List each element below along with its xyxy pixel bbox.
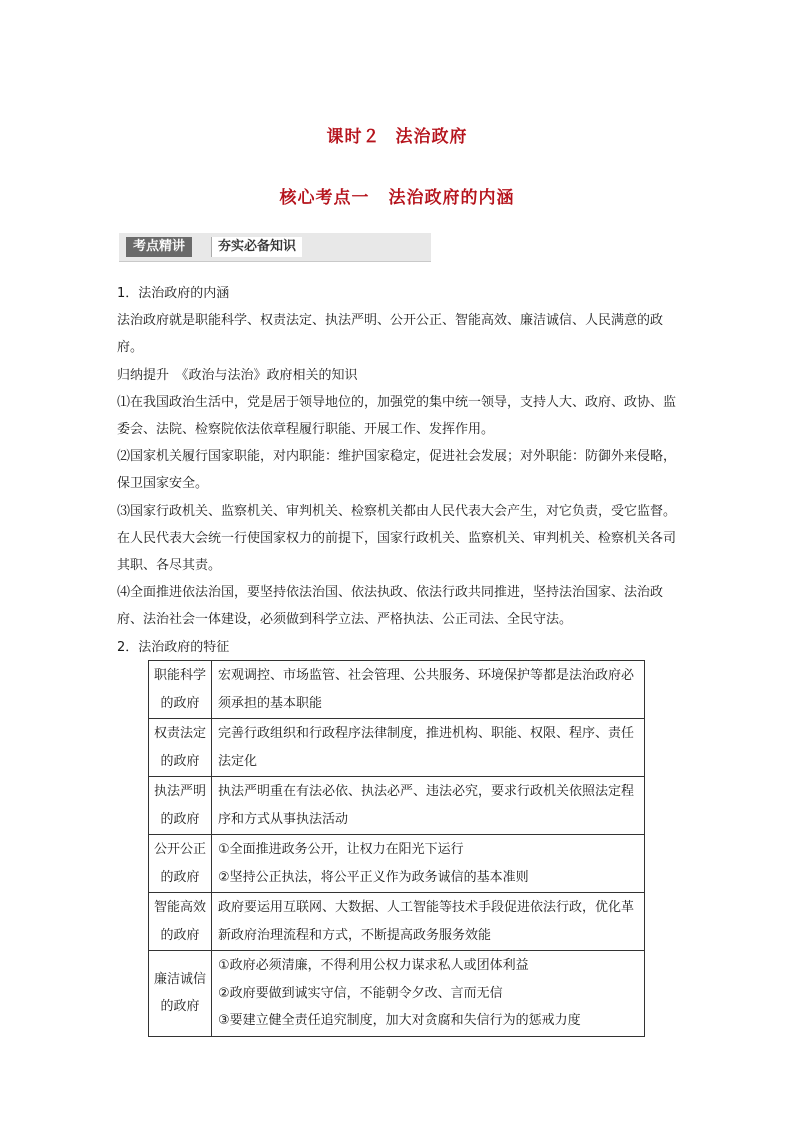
feature-desc-cell: 完善行政组织和行政程序法律制度，推进机构、职能、权限、程序、责任法定化	[212, 719, 645, 777]
features-table	[148, 660, 645, 1037]
lesson-name: 法治政府	[395, 127, 468, 147]
lesson-title	[0, 122, 794, 147]
feature-key-cell: 公开公正 的政府	[149, 835, 212, 893]
banner-tag: 考点精讲	[126, 237, 192, 257]
feature-desc-cell: 执法严明重在有法必依、执法必严、违法必究，要求行政机关依照法定程序和方式从事执法活动	[212, 777, 645, 835]
document-body	[117, 280, 682, 661]
definition-paragraph: 法治政府就是职能科学、权责法定、执法严明、公开公正、智能高效、廉洁诚信、人民满意的政府。	[117, 313, 664, 356]
point-paragraph: ⑶国家行政机关、监察机关、审判机关、检察机关都由人民代表大会产生，对它负责，受它监督。在人民代表大会统一行使国家权力的前提下，国家行政机关、监察机关、审判机关、检察机关各司其职、各尽其责。	[117, 503, 677, 574]
table-row	[149, 893, 645, 951]
core-point-name: 法治政府的内涵	[388, 188, 515, 208]
section-heading: 1．法治政府的内涵	[117, 286, 230, 301]
point-paragraph: ⑵国家机关履行国家职能，对内职能：维护国家稳定，促进社会发展；对外职能：防御外来侵略，保卫国家安全。	[117, 449, 677, 492]
table-row	[149, 777, 645, 835]
lesson-number: 课时２	[326, 127, 381, 147]
feature-desc-cell: 政府要运用互联网、大数据、人工智能等技术手段促进依法行政，优化革新政府治理流程和方式，不断提高政务服务效能	[212, 893, 645, 951]
table-row	[149, 835, 645, 893]
feature-key-cell: 智能高效 的政府	[149, 893, 212, 951]
feature-key-cell: 廉洁诚信 的政府	[149, 951, 212, 1037]
summary-label: 归纳提升 《政治与法治》政府相关的知识	[117, 367, 358, 383]
feature-key-cell: 执法严明 的政府	[149, 777, 212, 835]
table-row	[149, 951, 645, 1037]
feature-desc-cell: ①全面推进政务公开，让权力在阳光下运行 ②坚持公正执法，将公平正义作为政务诚信的基本准则	[212, 835, 645, 893]
feature-desc-cell: 宏观调控、市场监管、社会管理、公共服务、环境保护等都是法治政府必须承担的基本职能	[212, 661, 645, 719]
point-paragraph: ⑴在我国政治生活中，党是居于领导地位的，加强党的集中统一领导，支持人大、政府、政协、监委会、法院、检察院依法依章程履行职能、开展工作、发挥作用。	[117, 394, 677, 438]
table-row	[149, 661, 645, 719]
core-point-number: 核心考点一	[279, 188, 370, 208]
feature-desc-cell: ①政府必须清廉，不得利用公权力谋求私人或团体利益 ②政府要做到诚实守信，不能朝令夕改、言而无信 ③要建立健全责任追究制度，加大对贪腐和失信行为的惩戒力度	[212, 951, 645, 1037]
banner-subtitle: 夯实必备知识	[211, 237, 302, 257]
feature-key-cell: 权责法定 的政府	[149, 719, 212, 777]
point-paragraph: ⑷全面推进依法治国，要坚持依法治国、依法执政、依法行政共同推进，坚持法治国家、法治政府、法治社会一体建设，必须做到科学立法、严格执法、公正司法、全民守法。	[117, 585, 664, 628]
core-point-title	[0, 183, 794, 208]
section-heading: 2．法治政府的特征	[117, 639, 230, 655]
table-row	[149, 719, 645, 777]
feature-key-cell: 职能科学 的政府	[149, 661, 212, 719]
section-banner	[119, 233, 431, 262]
